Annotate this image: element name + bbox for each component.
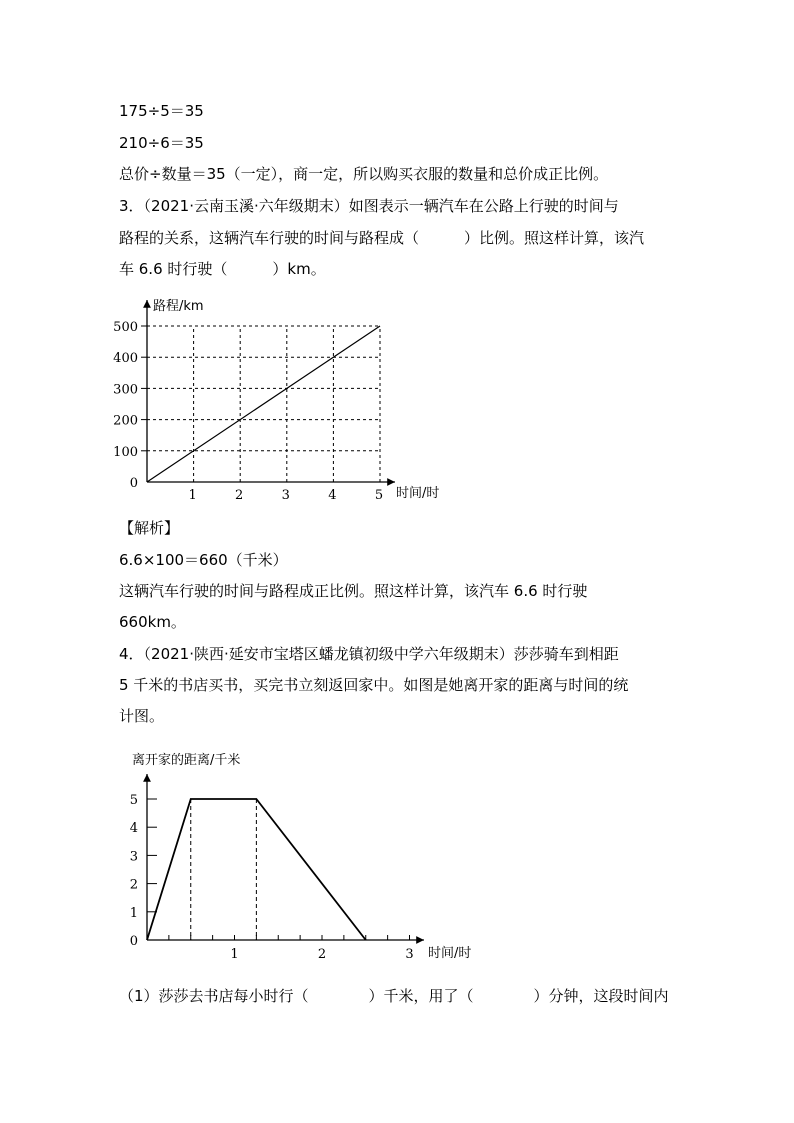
question-4-part-1: （1）莎莎去书店每小时行（ ）千米，用了（ ）分钟，这段时间内 xyxy=(119,987,669,1005)
question-4-line-3: 计图。 xyxy=(119,707,165,725)
y-tick-label: 3 xyxy=(129,849,138,865)
x-tick-label: 2 xyxy=(317,947,327,962)
x-tick-label: 3 xyxy=(405,947,414,962)
y-tick-label: 0 xyxy=(129,934,138,949)
question-4-line-1: 4．（2021·陕西·延安市宝塔区蟠龙镇初级中学六年级期末）莎莎骑车到相距 xyxy=(119,645,619,663)
question-4-line-2: 5 千米的书店买书，买完书立刻返回家中。如图是她离开家的距离与时间的统 xyxy=(119,676,629,694)
text-line: 210÷6＝35 xyxy=(119,134,204,152)
y-tick-label: 200 xyxy=(113,413,138,429)
answer-line-3: 660km。 xyxy=(119,613,186,631)
y-axis-label: 离开家的距离/千米 xyxy=(132,753,241,768)
text-line: 175÷5＝35 xyxy=(119,102,204,120)
y-tick-label: 4 xyxy=(129,821,138,837)
x-axis-label: 时间/时 xyxy=(428,946,472,961)
y-tick-label: 400 xyxy=(113,351,138,367)
answer-line-2: 这辆汽车行驶的时间与路程成正比例。照这样计算，该汽车 6.6 时行驶 xyxy=(119,582,588,600)
question-3-line-2: 路程的关系，这辆汽车行驶的时间与路程成（ ）比例。照这样计算，该汽 xyxy=(119,229,645,247)
x-tick-label: 1 xyxy=(188,488,197,503)
question-3-line-1: 3．（2021·云南玉溪·六年级期末）如图表示一辆汽车在公路上行驶的时间与 xyxy=(119,197,619,215)
y-tick-label: 100 xyxy=(113,444,138,460)
y-tick-label: 300 xyxy=(113,382,138,398)
answer-line-1: 6.6×100＝660（千米） xyxy=(119,551,288,569)
y-tick-label: 1 xyxy=(129,905,138,921)
y-axis-label: 路程/km xyxy=(153,299,204,314)
x-axis-label: 时间/时 xyxy=(396,486,440,501)
x-tick-label: 4 xyxy=(328,488,337,503)
x-tick-label: 2 xyxy=(235,488,244,503)
question-3-line-3: 车 6.6 时行驶（ ）km。 xyxy=(119,260,326,278)
x-tick-label: 3 xyxy=(281,488,290,503)
analysis-heading: 【解析】 xyxy=(119,519,180,537)
y-tick-label: 0 xyxy=(129,476,138,491)
text-line: 总价÷数量＝35（一定），商一定，所以购买衣服的数量和总价成正比例。 xyxy=(119,165,609,183)
x-tick-label: 1 xyxy=(230,947,239,962)
x-tick-label: 5 xyxy=(374,488,384,503)
y-tick-label: 500 xyxy=(113,320,138,335)
y-tick-label: 5 xyxy=(129,793,138,808)
y-tick-label: 2 xyxy=(129,877,138,893)
